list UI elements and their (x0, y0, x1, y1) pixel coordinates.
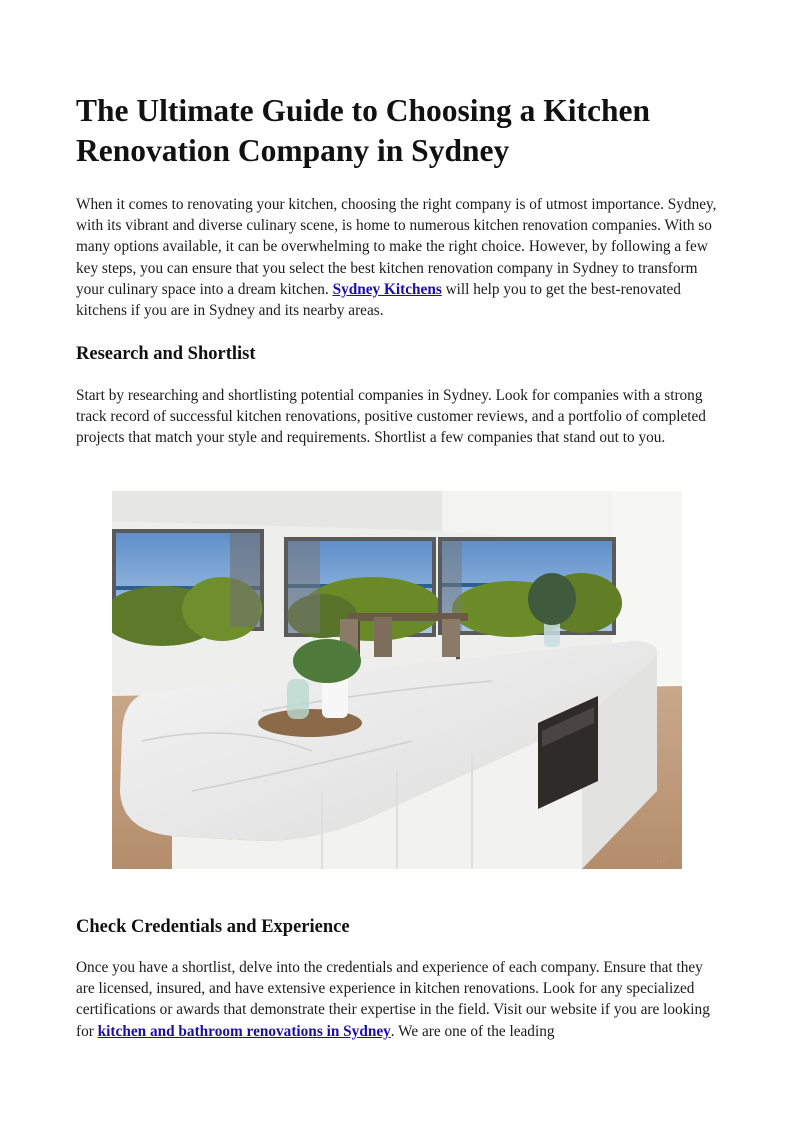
window-middle (284, 537, 442, 641)
window-right (438, 537, 622, 637)
credentials-text: Once you have a shortlist, delve into the credentials and experience of each company. Ensure that they are licensed, insured, and have extensive experience in kitchen renovations. Look for any specialized certifications or awards that demonstrate their expertise in the field. Visit our website if you are looking for (76, 959, 710, 1040)
kitchen-photo (112, 491, 682, 869)
intro-text: When it comes to renovating your kitchen, choosing the right company is of utmost importance. Sydney, with its vibrant and diverse culinary scene, is home to numerous kitchen renovation companies. With so many options available, it can be overwhelming to make the right choice. However, by following a few key steps, you can ensure that you select the best kitchen renovation company in Sydney to transform your culinary space into a dream kitchen. (76, 196, 717, 298)
renovations-link[interactable]: kitchen and bathroom renovations in Sydney (97, 1022, 391, 1040)
window-left (112, 529, 264, 646)
section-heading-credentials: Check Credentials and Experience (76, 917, 350, 937)
intro-paragraph (76, 194, 722, 321)
section-heading-research: Research and Shortlist (76, 344, 256, 364)
research-paragraph: Start by researching and shortlisting potential companies in Sydney. Look for companies with a strong track record of successful kitchen renovations, positive customer reviews, and a portfolio of completed projects that match your style and requirements. Shortlist a few companies that stand out to you. (76, 387, 706, 447)
credentials-text-end: . We are one of the leading (390, 1022, 555, 1040)
svg-text:· · ·: · · · (657, 859, 665, 865)
sydney-kitchens-link[interactable]: Sydney Kitchens (332, 280, 442, 298)
page-title: The Ultimate Guide to Choosing a Kitchen Renovation Company in Sydney (76, 93, 651, 168)
credentials-paragraph (76, 957, 722, 1042)
intro-text-end: will help you to get the best-renovated kitchens if you are in Sydney and its nearby areas. (76, 280, 681, 320)
